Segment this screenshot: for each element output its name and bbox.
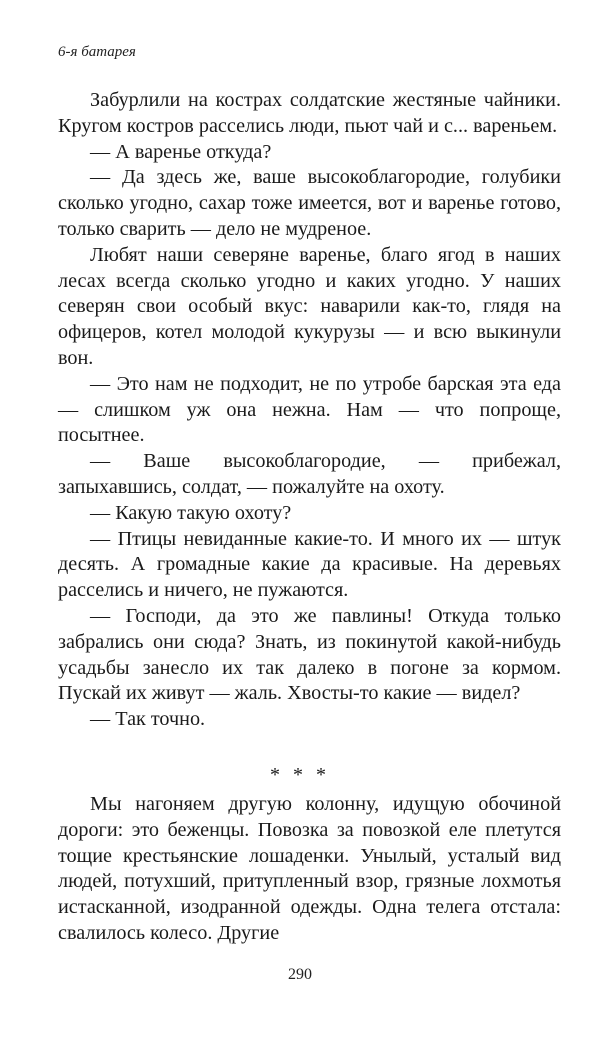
text-block-continued <box>58 792 561 947</box>
dialogue-line: — Это нам не подходит, не по утробе барская эта еда — слишком уж она нежна. Нам — что попроще, посытнее. <box>58 372 561 447</box>
dialogue-line: — Так точно. <box>90 708 206 731</box>
paragraph: Забурлили на кострах солдатские жестяные чайники. Кругом костров расселись люди, пьют чай и с... вареньем. <box>58 89 561 137</box>
page-number: 290 <box>288 966 312 983</box>
running-head: 6-я батарея <box>58 44 136 60</box>
text-block-main <box>58 88 561 733</box>
dialogue-line: — Ваше высокоблагородие, — прибежал, запыхавшись, солдат, — пожалуйте на охоту. <box>58 450 561 498</box>
dialogue-line: — Да здесь же, ваше высокоблагородие, голубики сколько угодно, сахар тоже имеется, вот и варенье готово, только сварить — дело не мудреное. <box>58 166 561 240</box>
dialogue-line: — Господи, да это же павлины! Откуда только забрались они сюда? Знать, из покинутой какой-нибудь усадьбы занесло их так далеко в погоне за кормом. Пускай их живут — жаль. Хвосты-то какие — видел? <box>58 604 561 705</box>
dialogue-line: — Какую такую охоту? <box>90 501 292 524</box>
paragraph: Любят наши северяне варенье, благо ягод в наших лесах всегда сколько угодно и каких угодно. У наших северян свои особый вкус: наварили как-то, глядя на офицеров, котел молодой кукурузы — и всю выкинули вон. <box>58 243 561 369</box>
paragraph: Мы нагоняем другую колонну, идущую обочиной дороги: это беженцы. Повозка за повозкой еле плетутся тощие крестьянские лошаденки. Унылый, усталый вид людей, потухший, притупленный взор, грязные лохмотья истасканной, изодранной одежды. Одна телега отстала: свалилось колесо. Другие <box>58 793 561 944</box>
dialogue-line: — А варенье откуда? <box>90 140 272 163</box>
dialogue-line: — Птицы невиданные какие-то. И много их — штук десять. А громадные какие да красивые. На деревьях расселись и ничего, не пужаются. <box>58 527 561 602</box>
section-separator: * * * <box>270 764 330 786</box>
